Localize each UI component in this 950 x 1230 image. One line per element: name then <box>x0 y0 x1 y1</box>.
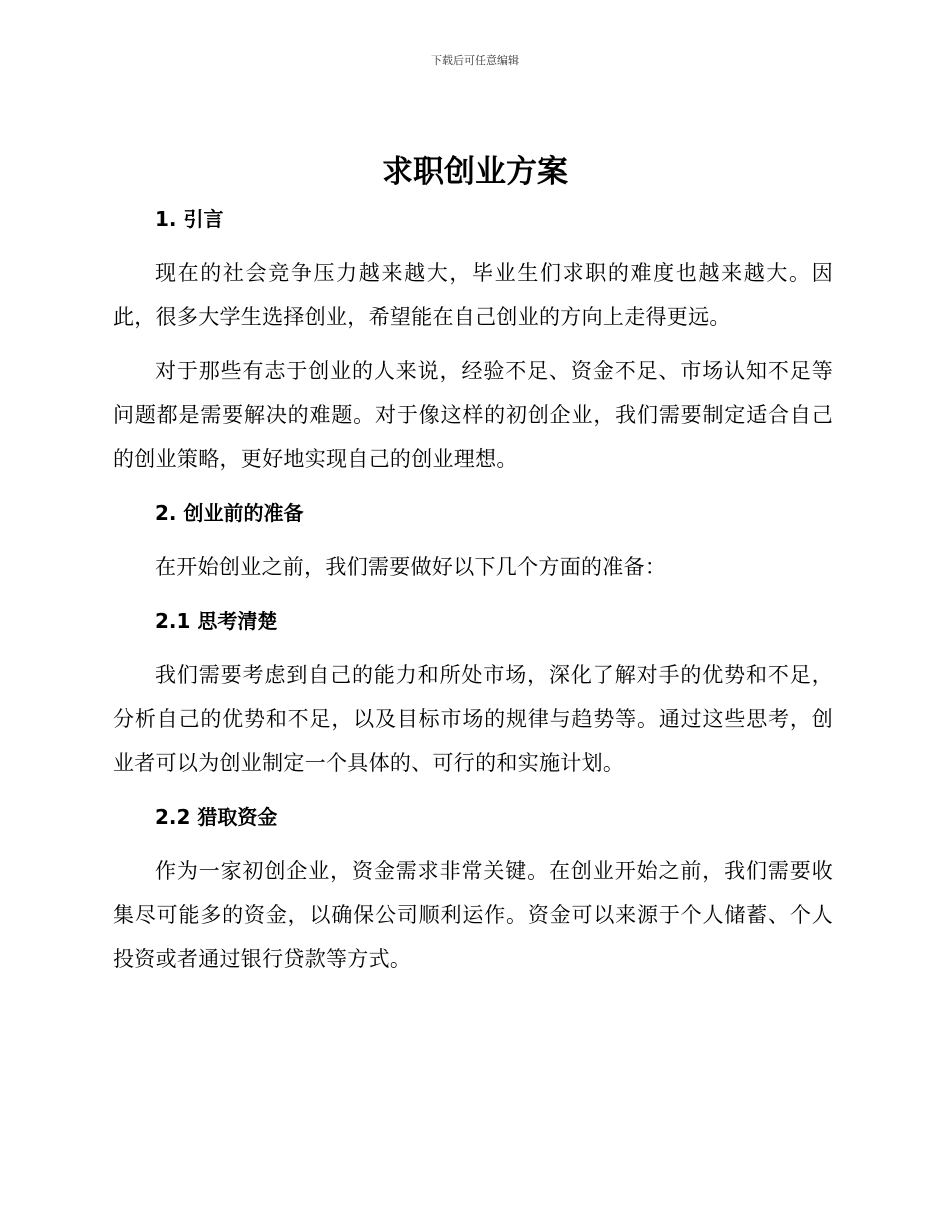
paragraph: 对于那些有志于创业的人来说，经验不足、资金不足、市场认知不足等问题都是需要解决的难题。对于像这样的初创企业，我们需要制定适合自己的创业策略，更好地实现自己的创业理想。 <box>113 359 833 471</box>
section-heading-think: 2.1 思考清楚 <box>155 609 278 633</box>
section-heading-funding: 2.2 猎取资金 <box>155 805 278 829</box>
paragraph: 现在的社会竞争压力越来越大，毕业生们求职的难度也越来越大。因此，很多大学生选择创业，希望能在自己创业的方向上走得更远。 <box>113 261 833 329</box>
header-note: 下载后可任意编辑 <box>431 54 519 67</box>
section-heading-intro: 1. 引言 <box>155 207 224 231</box>
section-heading-prep: 2. 创业前的准备 <box>155 501 304 525</box>
document-body <box>113 197 833 991</box>
paragraph: 我们需要考虑到自己的能力和所处市场，深化了解对手的优势和不足，分析自己的优势和不足，以及目标市场的规律与趋势等。通过这些思考，创业者可以为创业制定一个具体的、可行的和实施计划。 <box>113 663 833 775</box>
paragraph: 作为一家初创企业，资金需求非常关键。在创业开始之前，我们需要收集尽可能多的资金，以确保公司顺利运作。资金可以来源于个人储蓄、个人投资或者通过银行贷款等方式。 <box>113 859 833 971</box>
document-title: 求职创业方案 <box>382 154 568 190</box>
paragraph: 在开始创业之前，我们需要做好以下几个方面的准备： <box>155 555 667 579</box>
